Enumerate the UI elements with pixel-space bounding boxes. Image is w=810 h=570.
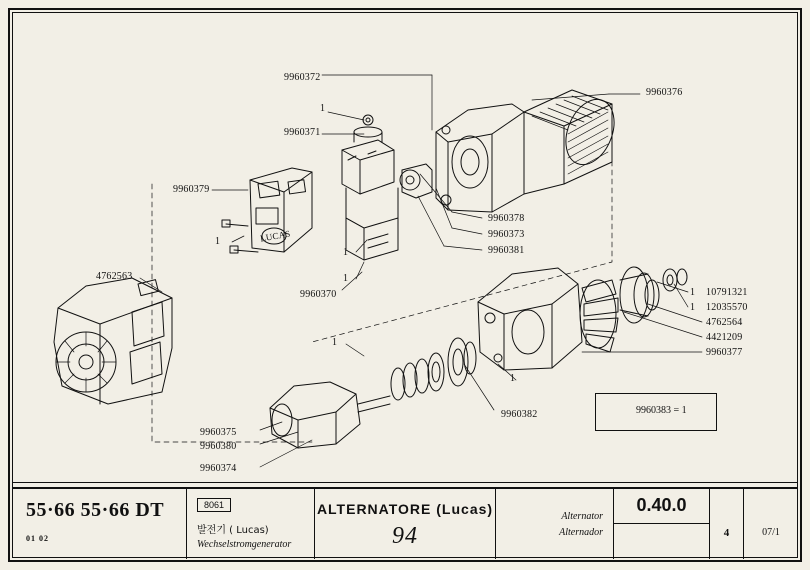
table-number: 0.40.0 <box>636 495 687 515</box>
callout-9960382: 9960382 <box>501 409 538 420</box>
callout-9960378: 9960378 <box>488 213 525 224</box>
callout-9960377: 9960377 <box>706 347 743 358</box>
code-cell <box>187 489 315 559</box>
language-cell <box>496 489 614 559</box>
model-variant-codes: 01 02 <box>26 534 49 543</box>
table-number-divider <box>614 523 709 524</box>
callout-9960379: 9960379 <box>173 184 210 195</box>
callout-9960381: 9960381 <box>488 245 525 256</box>
title-spanish: Alternador <box>559 527 603 538</box>
callout-qty-1-g: 1 <box>690 287 696 298</box>
callout-qty-1-a: 1 <box>320 103 326 114</box>
callout-10791321: 10791321 <box>706 287 748 298</box>
callout-qty-1-c: 1 <box>343 247 349 258</box>
quantity-cell <box>710 489 744 559</box>
callout-12035570: 12035570 <box>706 302 748 313</box>
revision-value: 07/1 <box>762 527 780 538</box>
exploded-view-drawing <box>12 12 798 482</box>
group-code: 8061 <box>197 498 231 512</box>
revision-cell <box>744 489 798 559</box>
title-korean: 발전기 ( Lucas) <box>197 525 269 536</box>
handwritten-number: 94 <box>392 523 418 549</box>
callout-9960380: 9960380 <box>200 441 237 452</box>
callout-9960371: 9960371 <box>284 127 321 138</box>
callout-qty-1-d: 1 <box>343 273 349 284</box>
callout-4421209: 4421209 <box>706 332 743 343</box>
title-english: Alternator <box>561 511 603 522</box>
callout-4762564: 4762564 <box>706 317 743 328</box>
title-cell <box>315 489 496 559</box>
callout-9960372: 9960372 <box>284 72 321 83</box>
callout-qty-1-b: 1 <box>215 236 221 247</box>
legend-box <box>595 393 717 431</box>
brand-mark-lucas: LUCAS <box>259 228 292 244</box>
model-cell <box>12 489 187 559</box>
callout-9960375: 9960375 <box>200 427 237 438</box>
model-name: 55·66 55·66 DT <box>26 499 165 521</box>
callout-9960374: 9960374 <box>200 463 237 474</box>
callout-qty-1-h: 1 <box>690 302 696 313</box>
table-number-cell <box>614 489 710 559</box>
callout-4762563: 4762563 <box>96 271 133 282</box>
callout-9960370: 9960370 <box>300 289 337 300</box>
legend-note: 9960383 = 1 <box>636 405 687 416</box>
title-block <box>12 482 798 558</box>
callout-qty-1-e: 1 <box>332 337 338 348</box>
plate-title: ALTERNATORE (Lucas) <box>316 501 494 517</box>
callout-9960373: 9960373 <box>488 229 525 240</box>
callout-qty-1-f: 1 <box>510 373 516 384</box>
title-german: Wechselstromgenerator <box>197 539 292 550</box>
callout-9960376: 9960376 <box>646 87 683 98</box>
quantity-value: 4 <box>723 527 730 539</box>
